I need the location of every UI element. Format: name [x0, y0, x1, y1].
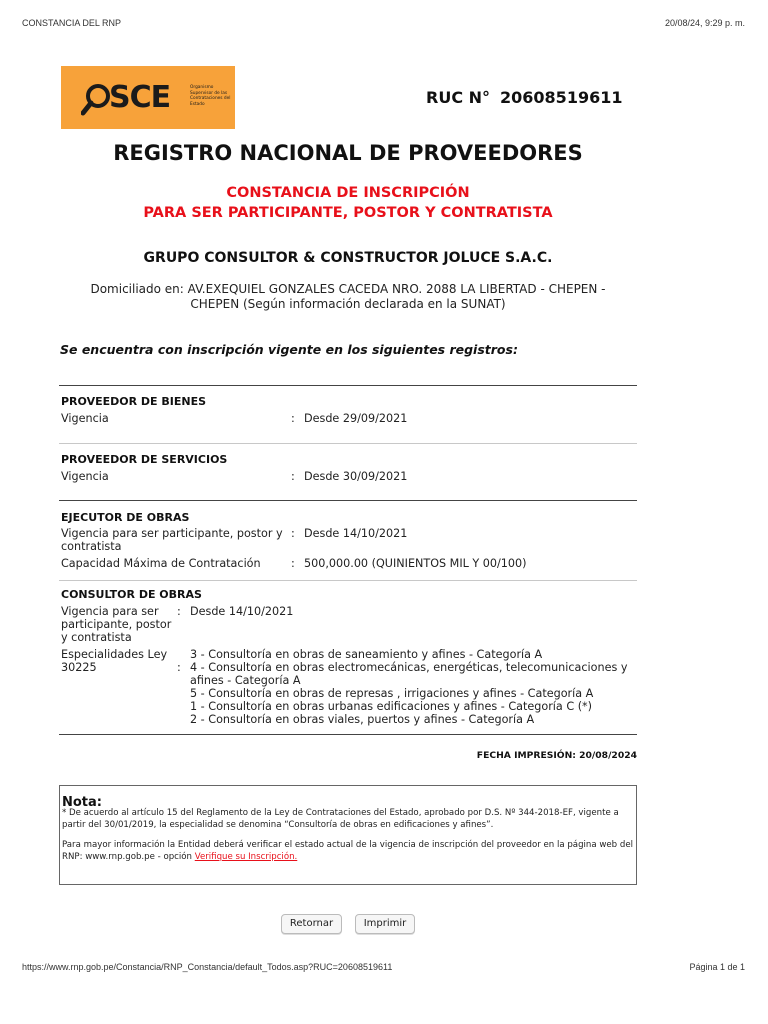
subtitle-line-1: CONSTANCIA DE INSCRIPCIÓN — [226, 185, 470, 201]
ruc-number — [426, 88, 622, 107]
retornar-button[interactable]: Retornar — [281, 914, 342, 934]
divider — [59, 580, 637, 581]
consultor-vigencia-label: Vigencia para ser participante, postor y contratista — [61, 605, 172, 644]
section-title-ejecutor: EJECUTOR DE OBRAS — [61, 511, 190, 524]
print-header-datetime: 20/08/24, 9:29 p. m. — [664, 18, 745, 28]
consultor-especialidades-label: Especialidades Ley 30225 — [61, 648, 168, 674]
ruc-label: RUC N° — [426, 88, 491, 107]
company-address: Domiciliado en: AV.EXEQUIEL GONZALES CACEDA NRO. 2088 LA LIBERTAD - CHEPEN - CHEPEN (Según información declarada en la SUNAT) — [90, 282, 606, 311]
bienes-vigencia-value: Desde 29/09/2021 — [304, 412, 408, 425]
company-name: GRUPO CONSULTOR & CONSTRUCTOR JOLUCE S.A.C. — [143, 250, 553, 266]
colon: : — [177, 605, 181, 618]
note-paragraph-2-text: Para mayor información la Entidad deberá verificar el estado actual de la vigencia de inscripción del proveedor en la página web del RNP: www.rnp.gob.pe - opción — [62, 840, 633, 862]
note-title: Nota: — [62, 795, 102, 810]
section-title-servicios: PROVEEDOR DE SERVICIOS — [61, 453, 228, 466]
divider — [59, 734, 637, 735]
colon: : — [291, 557, 295, 570]
ejecutor-vigencia-label: Vigencia para ser participante, postor y contratista — [61, 527, 283, 553]
colon: : — [291, 527, 295, 540]
print-header-title: CONSTANCIA DEL RNP — [22, 18, 122, 28]
imprimir-button[interactable]: Imprimir — [355, 914, 415, 934]
print-date: FECHA IMPRESIÓN: 20/08/2024 — [476, 750, 637, 761]
list-item: 5 - Consultoría en obras de represas , irrigaciones y afines - Categoría A — [190, 687, 594, 700]
list-item: 2 - Consultoría en obras viales, puertos y afines - Categoría A — [190, 713, 535, 726]
list-item: 4 - Consultoría en obras electromecánicas, energéticas, telecomunicaciones y afines - Categoría A — [190, 661, 628, 687]
list-item: 1 - Consultoría en obras urbanas edificaciones y afines - Categoría C (*) — [190, 700, 593, 713]
print-footer-url: https://www.rnp.gob.pe/Constancia/RNP_Constancia/default_Todos.asp?RUC=20608519611 — [22, 962, 393, 972]
divider — [59, 443, 637, 444]
subtitle-line-2: PARA SER PARTICIPANTE, POSTOR Y CONTRATISTA — [143, 205, 553, 221]
divider — [59, 500, 637, 501]
section-title-consultor: CONSULTOR DE OBRAS — [61, 588, 202, 601]
colon: : — [177, 661, 181, 674]
colon: : — [291, 470, 295, 483]
list-item: 3 - Consultoría en obras de saneamiento y afines - Categoría A — [190, 648, 543, 661]
logo-subtext: Organismo Supervisor de las Contrataciones del Estado — [190, 85, 231, 107]
page-title: REGISTRO NACIONAL DE PROVEEDORES — [113, 141, 583, 165]
section-title-bienes: PROVEEDOR DE BIENES — [61, 395, 207, 408]
specialties-list — [190, 648, 635, 726]
consultor-vigencia-value: Desde 14/10/2021 — [190, 605, 294, 618]
ejecutor-capacidad-value: 500,000.00 (QUINIENTOS MIL Y 00/100) — [304, 557, 527, 570]
divider — [59, 385, 637, 386]
note-paragraph-2 — [62, 840, 634, 863]
colon: : — [291, 412, 295, 425]
print-footer-page: Página 1 de 1 — [689, 962, 745, 972]
servicios-vigencia-value: Desde 30/09/2021 — [304, 470, 408, 483]
ejecutor-vigencia-value: Desde 14/10/2021 — [304, 527, 408, 540]
note-paragraph-1: * De acuerdo al artículo 15 del Reglamento de la Ley de Contrataciones del Estado, aprobado por D.S. Nº 344-2018-EF, vigente a partir del 30/01/2019, la especialidad se denomina “Consultoría de obras en edificaciones y afines”. — [62, 808, 619, 830]
registry-intro: Se encuentra con inscripción vigente en los siguientes registros: — [60, 342, 518, 357]
ejecutor-capacidad-label: Capacidad Máxima de Contratación — [61, 557, 261, 570]
logo-text: SCE — [109, 80, 171, 115]
servicios-vigencia-label: Vigencia — [61, 470, 109, 483]
osce-logo — [61, 66, 235, 129]
note-box — [59, 785, 637, 885]
bienes-vigencia-label: Vigencia — [61, 412, 109, 425]
verify-inscription-link[interactable]: Verifique su Inscripción. — [194, 851, 298, 862]
ruc-value: 20608519611 — [500, 88, 623, 107]
